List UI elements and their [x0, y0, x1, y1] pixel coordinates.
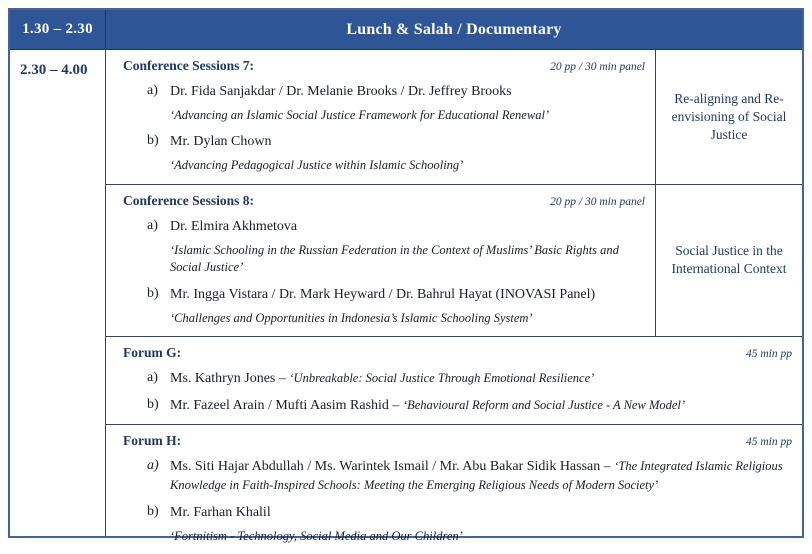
session-7-row	[106, 50, 802, 185]
body-time-slot: 2.30 – 4.00	[10, 50, 106, 536]
item-talk: ‘Unbreakable: Social Justice Through Emotional Resilience’	[289, 371, 595, 386]
session-7-title: Conference Sessions 7:	[123, 58, 254, 73]
session-8-main	[106, 185, 655, 336]
schedule-table	[8, 8, 804, 543]
item-body	[170, 458, 792, 496]
forum-h-title: Forum H:	[123, 433, 182, 449]
item-talk: ‘The Integrated Islamic Religious Knowledge in Faith-Inspired Schools: Meeting the Emerging Religious Needs of Modern Society’	[170, 459, 783, 492]
item-label: b)	[147, 133, 159, 149]
session-7-item-b	[147, 133, 647, 152]
session-7-duration-note: 20 pp / 30 min panel	[550, 61, 645, 73]
item-label: b)	[147, 503, 159, 519]
forum-h-item-a	[147, 458, 792, 496]
forum-g-item-b	[147, 397, 792, 416]
session-7-main	[106, 50, 655, 184]
session-8-item-b	[147, 286, 647, 305]
forum-h-head	[123, 433, 792, 449]
item-speakers: Dr. Elmira Akhmetova	[170, 218, 298, 234]
item-body	[170, 397, 792, 416]
session-7-item-a-talk: ‘Advancing an Islamic Social Justice Framework for Educational Renewal’	[170, 107, 550, 122]
session-8-item-a-talk: ‘Islamic Schooling in the Russian Federation in the Context of Muslims’ Basic Rights and Social Justice’	[170, 242, 619, 275]
body-row	[10, 50, 802, 543]
forum-g-head	[123, 345, 792, 361]
header-time-slot: 1.30 – 2.30	[10, 10, 106, 49]
session-7-theme: Re-aligning and Re-envisioning of Social Justice	[655, 50, 802, 184]
session-8-head	[123, 193, 647, 209]
item-speakers: Mr. Ingga Vistara / Dr. Mark Heyward / Dr. Bahrul Hayat (INOVASI Panel)	[170, 286, 596, 302]
item-speakers: Mr. Fazeel Arain / Mufti Aasim Rashid –	[170, 397, 403, 413]
session-8-item-a	[147, 218, 647, 237]
item-label: b)	[147, 396, 159, 412]
forum-h-duration-note: 45 min pp	[746, 436, 792, 449]
forum-g-row	[106, 337, 802, 425]
session-8-title: Conference Sessions 8:	[123, 192, 254, 208]
item-speakers: Mr. Farhan Khalil	[170, 504, 271, 520]
session-7-item-b-talk: ‘Advancing Pedagogical Justice within Islamic Schooling’	[170, 158, 464, 173]
session-8-row	[106, 185, 802, 337]
session-8-item-b-talk: ‘Challenges and Opportunities in Indonesia’s Islamic Schooling System’	[170, 310, 533, 325]
item-speakers: Ms. Kathryn Jones –	[170, 371, 290, 387]
session-7-head	[123, 58, 647, 74]
forum-h-item-b-talk: ‘Fortnitism - Technology, Social Media and Our Children’	[170, 528, 463, 543]
item-label: a)	[147, 370, 158, 386]
item-speakers: Dr. Fida Sanjakdar / Dr. Melanie Brooks / Dr. Jeffrey Brooks	[170, 84, 512, 99]
item-label: a)	[147, 217, 158, 233]
item-talk: ‘Behavioural Reform and Social Justice - A New Model’	[402, 397, 686, 412]
session-8-theme: Social Justice in the International Context	[655, 185, 802, 336]
item-body	[170, 370, 792, 389]
item-label: a)	[147, 83, 158, 98]
forum-h-row	[106, 425, 802, 554]
item-speakers: Ms. Siti Hajar Abdullah / Ms. Warintek Ismail / Mr. Abu Bakar Sidik Hassan –	[170, 459, 615, 475]
forum-h-item-b	[147, 504, 792, 523]
item-speakers: Mr. Dylan Chown	[170, 134, 272, 150]
session-8-duration-note: 20 pp / 30 min panel	[550, 195, 645, 208]
forum-g-item-a	[147, 370, 792, 389]
item-label: a)	[147, 458, 159, 474]
forum-g-duration-note: 45 min pp	[746, 348, 792, 361]
session-7-item-a	[147, 83, 647, 102]
forum-g-title: Forum G:	[123, 345, 182, 361]
item-label: b)	[147, 285, 159, 301]
content-column	[106, 50, 802, 543]
header-row	[10, 10, 802, 50]
header-event-title: Lunch & Salah / Documentary	[346, 20, 562, 38]
